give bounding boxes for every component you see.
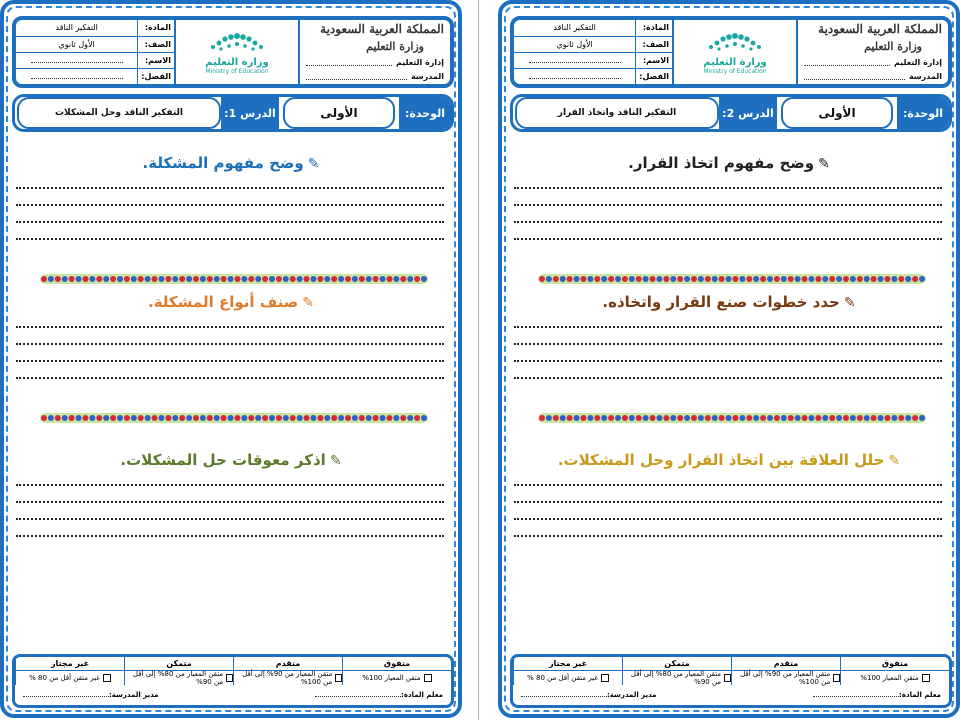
criterion-3[interactable]: متقن المعيار من 80% إلى أقل من 90%: [124, 671, 233, 685]
subject-value: التفكير الناقد: [16, 20, 138, 36]
name-label: الاسم:: [138, 52, 174, 68]
school-field[interactable]: [804, 72, 905, 80]
question-text: اذكر معوقات حل المشكلات.: [120, 451, 326, 469]
checkbox[interactable]: [922, 674, 930, 682]
admin-field[interactable]: [306, 58, 392, 66]
level-excellent: متفوق: [840, 657, 949, 671]
name-field[interactable]: [16, 52, 138, 68]
checkbox[interactable]: [833, 674, 840, 682]
admin-line: [306, 58, 444, 67]
grade-value: الأول ثانوي: [16, 36, 138, 52]
pencil-icon: ✎: [302, 295, 314, 311]
question-text: صنف أنواع المشكلة.: [148, 293, 299, 311]
student-info-table: [514, 20, 672, 84]
criterion-2[interactable]: متقن المعيار من 90% إلى أقل من 100%: [731, 671, 840, 685]
level-proficient: متمكن: [124, 657, 233, 671]
class-label: الفصل:: [636, 68, 672, 84]
teacher-signature[interactable]: معلم المادة:: [813, 691, 941, 699]
school-label: المدرسة: [410, 72, 444, 81]
student-info-table: [16, 20, 174, 84]
pencil-icon: ✎: [307, 156, 320, 172]
question-3: [4, 451, 458, 469]
admin-label: إدارة التعليم: [893, 58, 942, 67]
ministry-logo: [672, 20, 798, 84]
class-label: الفصل:: [138, 68, 174, 84]
logo-english-text: Ministry of Education: [205, 68, 269, 75]
criterion-2[interactable]: متقن المعيار من 90% إلى أقل من 100%: [233, 671, 342, 685]
question-text: حدد خطوات صنع القرار واتخاذه.: [602, 293, 840, 311]
criterion-1[interactable]: متقن المعيار 100%: [342, 671, 451, 685]
ministry-name: وزارة التعليم: [864, 40, 922, 53]
answer-lines-2[interactable]: [514, 326, 942, 394]
header-institution: [798, 20, 948, 84]
grade-label: الصف:: [636, 36, 672, 52]
student-info: [16, 20, 174, 84]
signature-line: [513, 685, 949, 699]
unit-value: الأولى: [283, 97, 395, 129]
ministry-logo-icon: [207, 29, 267, 55]
criterion-4[interactable]: غير متقن أقل من 80 %: [15, 671, 124, 685]
bead-divider: [40, 413, 428, 423]
grade-value: الأول ثانوي: [514, 36, 636, 52]
pencil-icon: ✎: [329, 453, 342, 469]
assessment-criteria: [15, 671, 451, 685]
teacher-signature[interactable]: معلم المادة:: [315, 691, 443, 699]
pencil-icon: ✎: [818, 156, 830, 172]
question-text: حلل العلاقة بين اتخاذ القرار وحل المشكلات.: [557, 451, 885, 469]
answer-lines-1[interactable]: [514, 187, 942, 255]
name-label: الاسم:: [636, 52, 672, 68]
pencil-icon: ✎: [843, 295, 856, 311]
assessment-criteria: [513, 671, 949, 685]
ministry-logo: [174, 20, 300, 84]
admin-label: إدارة التعليم: [395, 58, 444, 67]
subject-value: التفكير الناقد: [514, 20, 636, 36]
lesson-title: التفكير الناقد وحل المشكلات: [17, 97, 221, 129]
page-header: [12, 16, 454, 88]
lesson-title: التفكير الناقد واتخاذ القرار: [515, 97, 719, 129]
question-1: [502, 154, 956, 172]
criterion-1[interactable]: متقن المعيار 100%: [840, 671, 949, 685]
question-1: [4, 154, 458, 172]
checkbox[interactable]: [724, 674, 731, 682]
school-line: [804, 72, 942, 81]
lesson-label: الدرس 2:: [719, 97, 777, 129]
lesson-bar: [510, 94, 952, 132]
school-line: [306, 72, 444, 81]
question-2: [502, 293, 956, 311]
admin-line: [804, 58, 942, 67]
checkbox[interactable]: [335, 674, 342, 682]
page-divider: [478, 0, 479, 720]
lesson-bar: [12, 94, 454, 132]
criterion-3[interactable]: متقن المعيار من 80% إلى أقل من 90%: [622, 671, 731, 685]
admin-field[interactable]: [804, 58, 890, 66]
name-field[interactable]: [514, 52, 636, 68]
level-excellent: متفوق: [342, 657, 451, 671]
worksheet-page: [0, 0, 462, 718]
grade-label: الصف:: [138, 36, 174, 52]
class-field[interactable]: [514, 68, 636, 84]
unit-value: الأولى: [781, 97, 893, 129]
kingdom-name: المملكة العربية السعودية: [320, 22, 444, 36]
lesson-label: الدرس 1:: [221, 97, 279, 129]
answer-lines-2[interactable]: [16, 326, 444, 394]
criterion-4[interactable]: غير متقن أقل من 80 %: [513, 671, 622, 685]
ministry-name: وزارة التعليم: [366, 40, 424, 53]
level-proficient: متمكن: [622, 657, 731, 671]
school-label: المدرسة: [908, 72, 942, 81]
page-header: [510, 16, 952, 88]
assessment-levels: [15, 657, 451, 671]
subject-label: المادة:: [138, 20, 174, 36]
student-info: [514, 20, 672, 84]
kingdom-name: المملكة العربية السعودية: [818, 22, 942, 36]
bead-divider: [40, 274, 428, 284]
assessment-footer: [510, 654, 952, 708]
ministry-logo-icon: [705, 29, 765, 55]
answer-lines-3[interactable]: [16, 484, 444, 552]
school-field[interactable]: [306, 72, 407, 80]
answer-lines-1[interactable]: [16, 187, 444, 255]
assessment-levels: [513, 657, 949, 671]
answer-lines-3[interactable]: [514, 484, 942, 552]
class-field[interactable]: [16, 68, 138, 84]
question-3: [502, 451, 956, 469]
principal-signature[interactable]: مدير المدرسة:: [521, 691, 657, 699]
header-institution: [300, 20, 450, 84]
level-not-passed: غير مجتاز: [15, 657, 124, 671]
pencil-icon: ✎: [888, 453, 901, 469]
level-advanced: متقدم: [233, 657, 342, 671]
checkbox[interactable]: [103, 674, 111, 682]
worksheet-page: [498, 0, 960, 718]
signature-line: [15, 685, 451, 699]
checkbox[interactable]: [601, 674, 609, 682]
question-2: [4, 293, 458, 311]
bead-divider: [538, 413, 926, 423]
bead-divider: [538, 274, 926, 284]
unit-label: الوحدة:: [897, 97, 949, 129]
logo-arabic-text: وزارة التعليم: [703, 57, 767, 68]
question-text: وضح مفهوم اتخاذ القرار.: [628, 154, 815, 172]
question-text: وضح مفهوم المشكلة.: [142, 154, 304, 172]
logo-english-text: Ministry of Education: [703, 68, 767, 75]
checkbox[interactable]: [226, 674, 233, 682]
level-advanced: متقدم: [731, 657, 840, 671]
subject-label: المادة:: [636, 20, 672, 36]
assessment-footer: [12, 654, 454, 708]
logo-arabic-text: وزارة التعليم: [205, 57, 269, 68]
principal-signature[interactable]: مدير المدرسة:: [23, 691, 159, 699]
level-not-passed: غير مجتاز: [513, 657, 622, 671]
checkbox[interactable]: [424, 674, 432, 682]
unit-label: الوحدة:: [399, 97, 451, 129]
